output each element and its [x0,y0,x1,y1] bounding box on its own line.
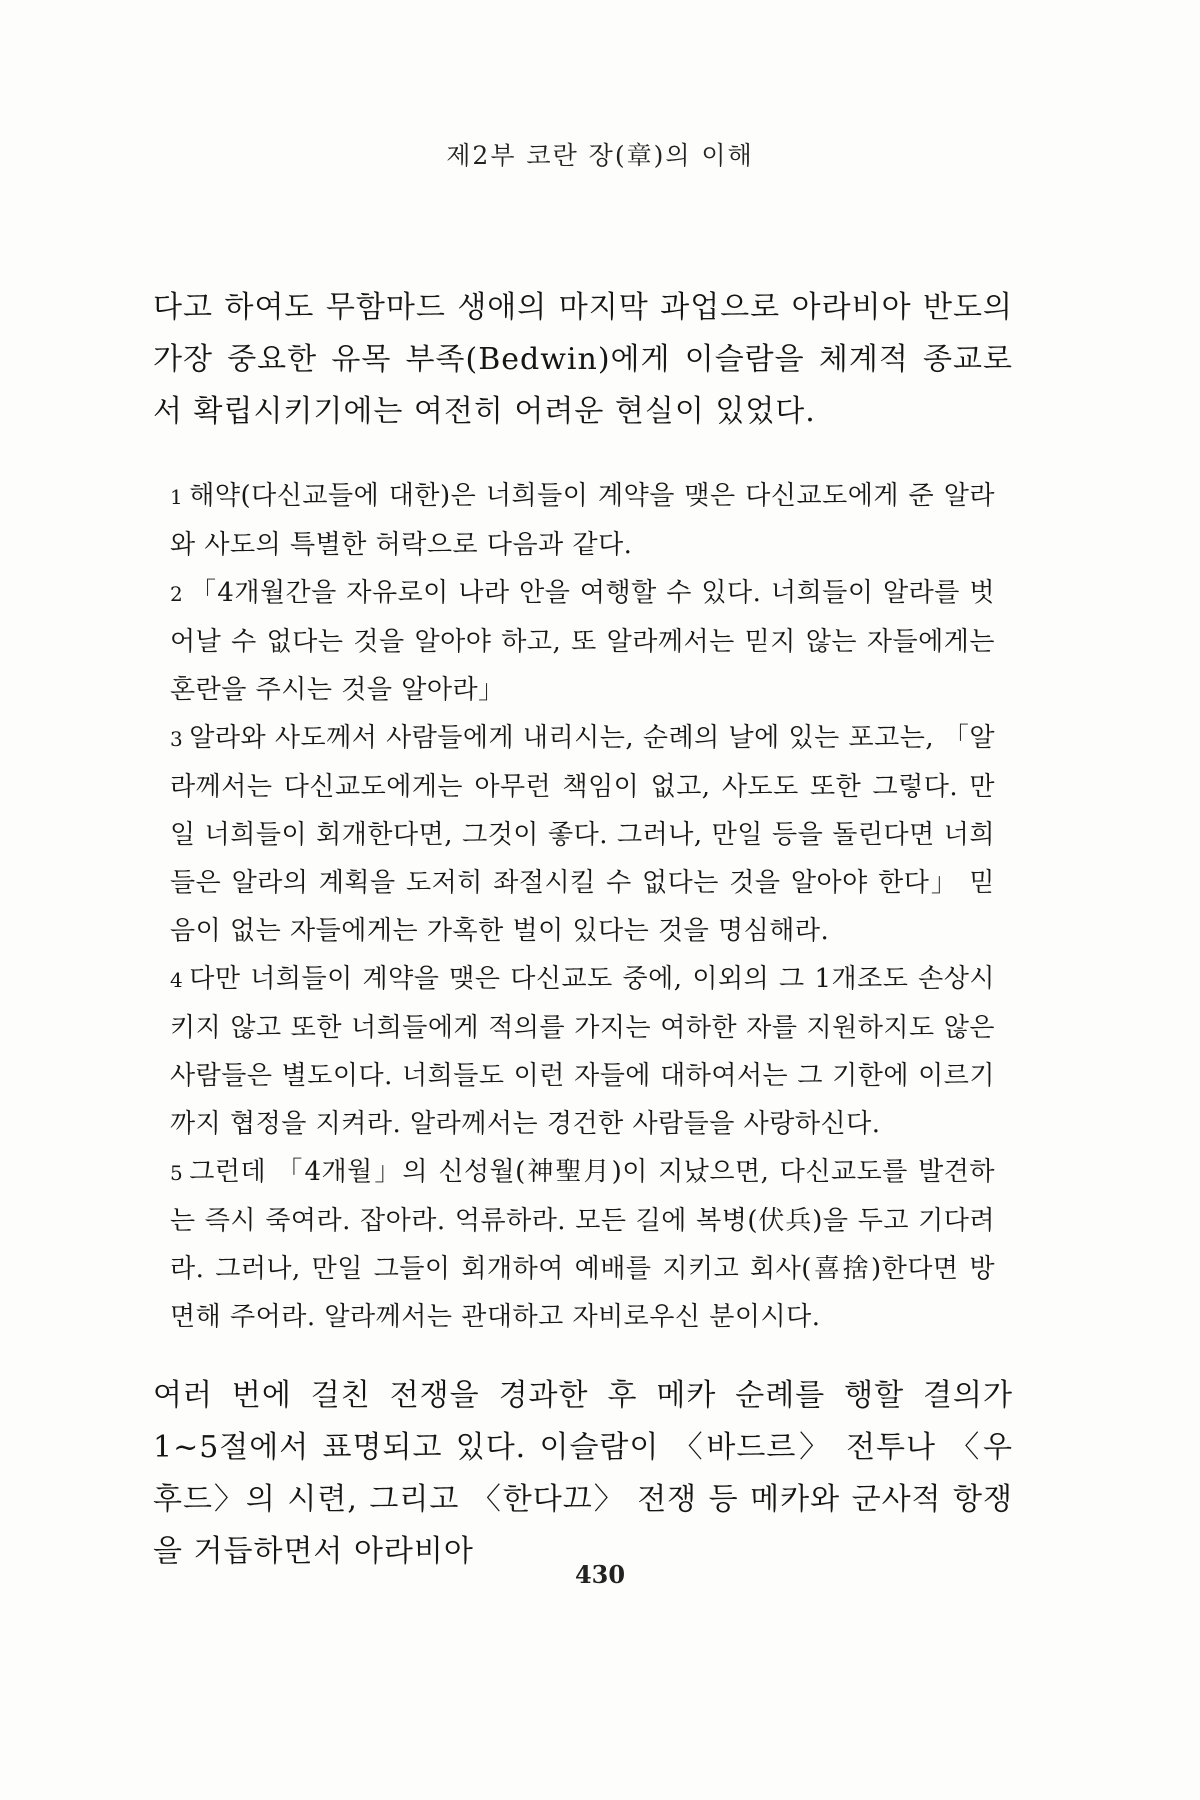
verse-item [170,955,995,1148]
verse-text: 알라와 사도께서 사람들에게 내리시는, 순례의 날에 있는 포고는, 「알라께서는 다신교도에게는 아무런 책임이 없고, 사도도 또한 그렇다. 만일 너희들이 회개한다면, 그것이 좋다. 그러나, 만일 등을 돌린다면 너희들은 알라의 계획을 도저히 좌절시킬 수 없다는 것을 알아야 한다」 믿음이 없는 자들에게는 가혹한 벌이 있다는 것을 명심해라. [170,723,996,946]
page-number: 430 [574,1560,626,1589]
verse-text: 「4개월간을 자유로이 나라 안을 여행할 수 있다. 너희들이 알라를 벗어날 수 없다는 것을 알아야 하고, 또 알라께서는 믿지 않는 자들에게는 혼란을 주시는 것을 알아라」 [170,578,995,705]
verse-number: 5 [170,1161,184,1185]
verse-text: 해약(다신교들에 대한)은 너희들이 계약을 맺은 다신교도에게 준 알라와 사도의 특별한 허락으로 다음과 같다. [170,481,995,560]
verse-text: 다만 너희들이 계약을 맺은 다신교도 중에, 이외의 그 1개조도 손상시키지 않고 또한 너희들에게 적의를 가지는 여하한 자를 지원하지도 않은 사람들은 별도이다. 너희들도 이런 자들에 대하여서는 그 기한에 이르기까지 협정을 지켜라. 알라께서는 경건한 사람들을 사랑하신다. [170,964,995,1139]
verse-number: 4 [170,968,184,992]
verse-list [170,472,995,1341]
verse-item [170,472,995,569]
intro-paragraph: 다고 하여도 무함마드 생애의 마지막 과업으로 아라비아 반도의 가장 중요한 유목 부족(Bedwin)에게 이슬람을 체계적 종교로서 확립시키기에는 여전히 어려운 현실이 있었다. [153,290,1013,429]
verse-text: 그런데 「4개월」의 신성월(神聖月)이 지났으면, 다신교도를 발견하는 즉시 죽여라. 잡아라. 억류하라. 모든 길에 복병(伏兵)을 두고 기다려라. 그러나, 만일 그들이 회개하여 예배를 지키고 회사(喜捨)한다면 방면해 주어라. 알라께서는 관대하고 자비로우신 분이시다. [170,1157,995,1332]
outro-paragraph: 여러 번에 걸친 전쟁을 경과한 후 메카 순례를 행할 결의가 1~5절에서 표명되고 있다. 이슬람이 〈바드르〉 전투나 〈우후드〉의 시련, 그리고 〈한다끄〉 전쟁 등 메카와 군사적 항쟁을 거듭하면서 아라비아 [153,1378,1013,1569]
verse-number: 1 [170,485,184,509]
verse-number: 3 [170,727,184,751]
verse-number: 2 [170,582,184,606]
verse-item [170,1148,995,1341]
running-header: 제2부 코란 장(章)의 이해 [446,141,754,170]
verse-item [170,714,995,955]
verse-item [170,569,995,714]
